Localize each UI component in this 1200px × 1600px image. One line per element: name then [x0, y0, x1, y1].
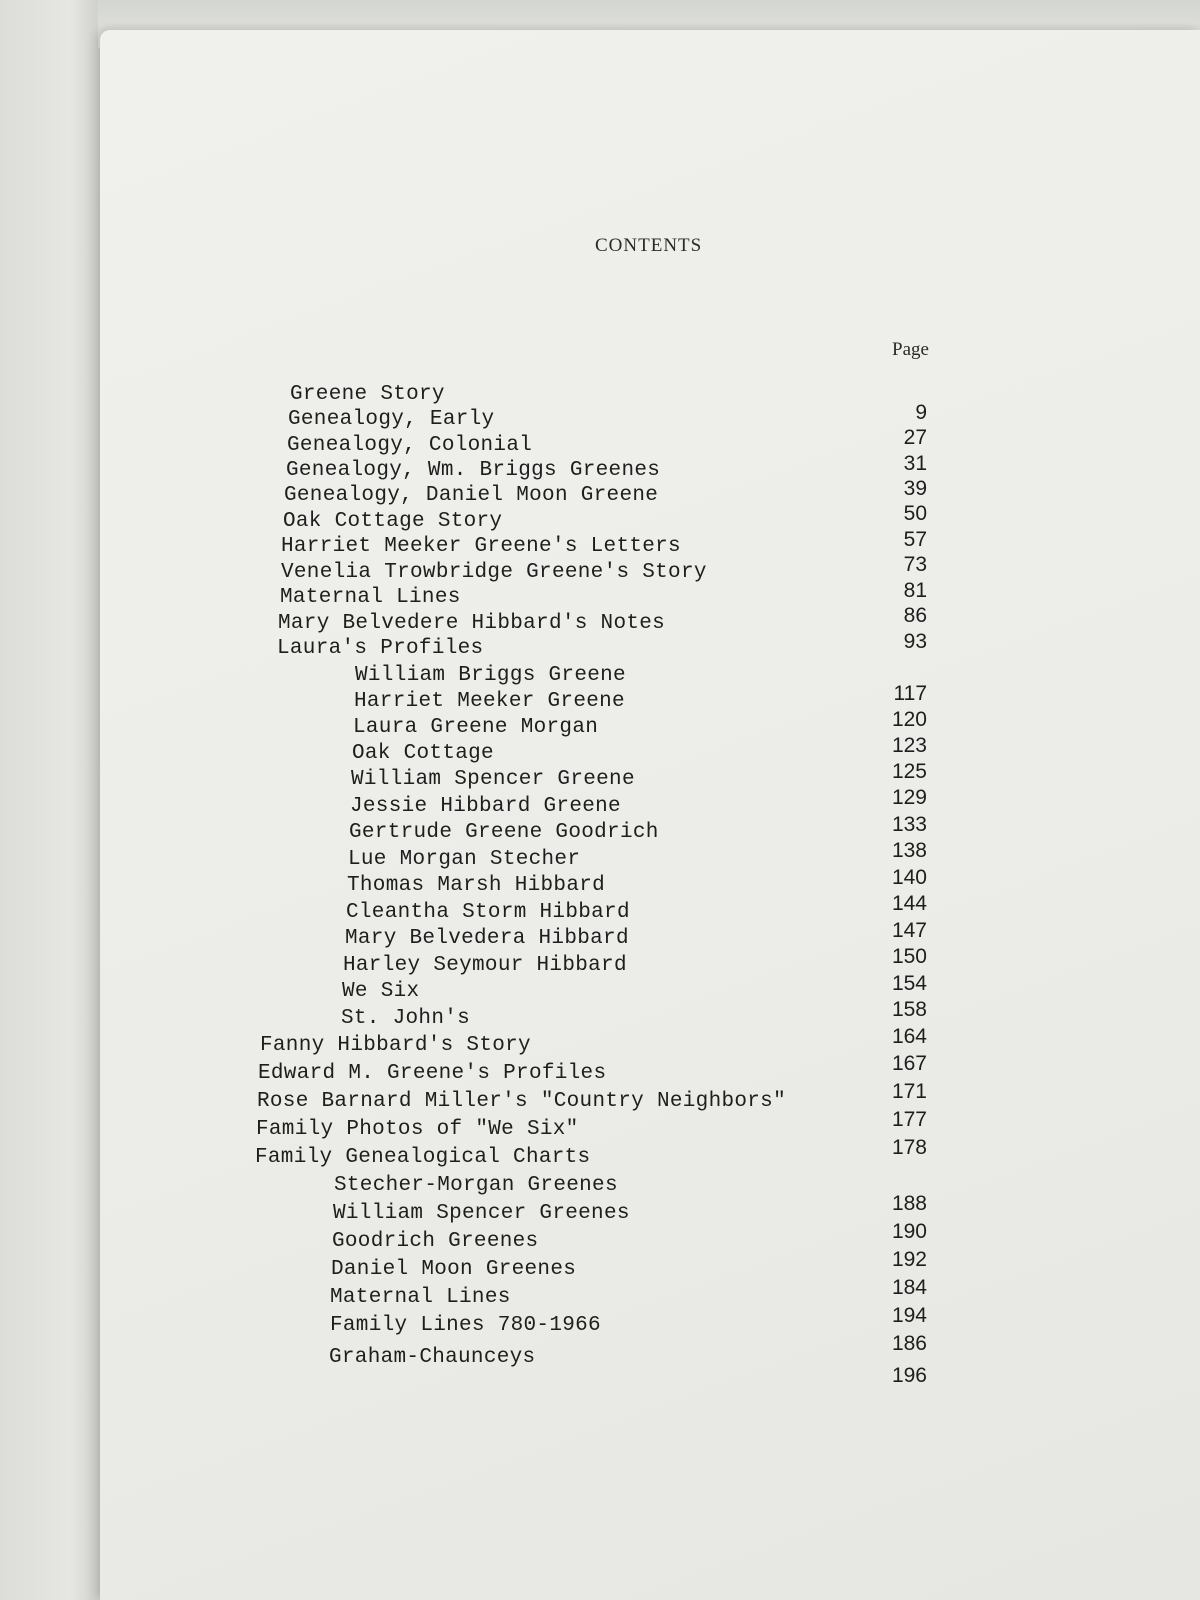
toc-entry-title: Rose Barnard Miller's "Country Neighbors" — [257, 1090, 786, 1113]
toc-entry-page: 133 — [891, 813, 927, 836]
toc-entry-page: 31 — [903, 452, 927, 475]
toc-entry-title: William Briggs Greene — [355, 664, 626, 687]
toc-entry-title: Maternal Lines — [280, 586, 461, 609]
toc-entry-page: 164 — [891, 1025, 927, 1048]
toc-entry-title: Jessie Hibbard Greene — [350, 795, 621, 818]
toc-entry-title: Genealogy, Wm. Briggs Greenes — [286, 459, 661, 482]
toc-entry-page: 188 — [891, 1192, 927, 1215]
toc-entry-page: 192 — [891, 1248, 927, 1271]
toc-entry-title: Stecher-Morgan Greenes — [334, 1174, 618, 1197]
toc-entry-page: 129 — [891, 786, 927, 809]
page-column-heading: Page — [892, 339, 929, 360]
toc-entry-title: Thomas Marsh Hibbard — [347, 874, 606, 897]
toc-entry-title: Venelia Trowbridge Greene's Story — [281, 561, 707, 584]
toc-entry-title: Genealogy, Early — [288, 408, 495, 431]
toc-entry-page: 73 — [903, 553, 927, 576]
toc-entry-page: 93 — [903, 630, 927, 653]
toc-entry-title: Cleantha Storm Hibbard — [346, 901, 630, 924]
toc-entry-title: Greene Story — [290, 383, 445, 406]
toc-entry — [100, 1346, 1200, 1387]
toc-entry-title: Edward M. Greene's Profiles — [258, 1062, 607, 1085]
toc-entry-title: Daniel Moon Greenes — [331, 1258, 577, 1281]
toc-entry-page: 158 — [891, 998, 927, 1021]
toc-entry-page: 27 — [903, 426, 927, 449]
toc-entry-page: 57 — [903, 528, 927, 551]
toc-entry-title: Lue Morgan Stecher — [348, 848, 581, 871]
toc-entry-title: St. John's — [341, 1007, 471, 1030]
toc-entry-page: 144 — [891, 892, 927, 915]
toc-entry-page: 86 — [903, 604, 927, 627]
toc-entry-page: 81 — [903, 579, 927, 602]
toc-entry-title: We Six — [342, 980, 420, 1003]
toc-entry-title: Harriet Meeker Greene — [354, 690, 625, 713]
toc-entry-page: 196 — [891, 1364, 927, 1387]
toc-entry-title: Harley Seymour Hibbard — [343, 954, 627, 977]
toc-entry — [100, 1314, 1200, 1355]
toc-entry-title: Genealogy, Daniel Moon Greene — [284, 484, 659, 507]
toc-entry-page: 167 — [891, 1052, 927, 1075]
toc-entry-page: 50 — [903, 502, 927, 525]
toc-entry-title: Family Photos of "We Six" — [256, 1118, 579, 1141]
toc-entry-title: Family Genealogical Charts — [255, 1146, 591, 1169]
toc-entry-title: Harriet Meeker Greene's Letters — [281, 535, 681, 558]
toc-entry-page: 177 — [891, 1108, 927, 1131]
toc-entry-title: Gertrude Greene Goodrich — [349, 821, 659, 844]
page-title: CONTENTS — [595, 235, 703, 256]
toc-entry-page: 138 — [891, 839, 927, 862]
toc-entry-page: 194 — [891, 1304, 927, 1327]
toc-entry-title: Maternal Lines — [330, 1286, 511, 1309]
toc-entry-title: Oak Cottage — [352, 742, 494, 765]
toc-entry-title: Mary Belvedera Hibbard — [345, 927, 629, 950]
toc-entry-page: 186 — [891, 1332, 927, 1355]
toc-entry-page: 154 — [891, 972, 927, 995]
toc-entry-title: Family Lines 780-1966 — [330, 1314, 601, 1337]
toc-entry-title: William Spencer Greenes — [333, 1202, 630, 1225]
toc-entry-title: Goodrich Greenes — [332, 1230, 539, 1253]
contents-page — [100, 30, 1200, 1600]
toc-entry-page: 171 — [891, 1080, 927, 1103]
toc-section-heading — [100, 637, 1200, 665]
toc-entry-page: 178 — [891, 1136, 927, 1159]
toc-section-heading — [100, 1146, 1200, 1174]
toc-entry-title: Laura Greene Morgan — [353, 716, 599, 739]
toc-entry-title: Laura's Profiles — [277, 637, 484, 660]
toc-entry-page: 125 — [891, 760, 927, 783]
toc-entry-page: 39 — [903, 477, 927, 500]
toc-entry-page: 184 — [891, 1276, 927, 1299]
toc-entry-title: Oak Cottage Story — [283, 510, 503, 533]
toc-entry-page: 120 — [891, 708, 927, 731]
toc-entry-page: 147 — [891, 919, 927, 942]
toc-entry-title: Mary Belvedere Hibbard's Notes — [278, 612, 666, 635]
toc-entry-page: 9 — [915, 401, 927, 424]
toc-entry-page: 150 — [891, 945, 927, 968]
toc-entry-title: Graham-Chaunceys — [329, 1346, 536, 1369]
toc-entry-title: Genealogy, Colonial — [287, 434, 533, 457]
toc-entry-title: Fanny Hibbard's Story — [260, 1034, 531, 1057]
toc-entry-page: 140 — [891, 866, 927, 889]
toc-entry-page: 123 — [891, 734, 927, 757]
toc-entry-page: 117 — [893, 682, 927, 705]
facing-page-edge — [0, 0, 101, 1600]
toc-entry-title: William Spencer Greene — [351, 768, 635, 791]
toc-entry-page: 190 — [891, 1220, 927, 1243]
